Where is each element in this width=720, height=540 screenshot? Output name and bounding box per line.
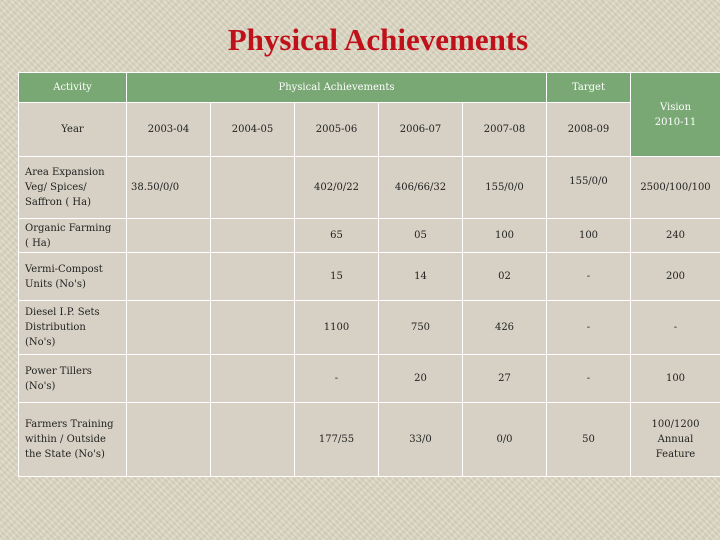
value-2005-06: 15 (295, 253, 379, 301)
value-2007-08: 155/0/0 (463, 157, 547, 219)
value-2004-05 (211, 253, 295, 301)
achievements-table (18, 72, 720, 477)
table-row (19, 219, 720, 253)
value-2005-06: 402/0/22 (295, 157, 379, 219)
value-2007-08: 426 (463, 301, 547, 355)
vision-header-line: Vision (659, 101, 692, 113)
vision-line: Feature (655, 449, 696, 460)
value-2008-09: 100 (547, 219, 631, 253)
vision-header-line: 2010-11 (654, 116, 697, 128)
activity-cell (19, 301, 127, 355)
activity-header: Activity (19, 73, 127, 103)
activity-line: (No's) (25, 337, 56, 348)
value-2006-07: 750 (379, 301, 463, 355)
vision-line: 100/1200 (651, 419, 700, 430)
value-2008-09: - (547, 301, 631, 355)
activity-line: the State (No's) (25, 449, 105, 460)
value-vision (631, 355, 720, 403)
activity-cell (19, 355, 127, 403)
vision-line: - (673, 322, 678, 333)
vision-line: Annual (657, 434, 694, 445)
value-2004-05 (211, 403, 295, 477)
year-2007-08: 2007-08 (463, 103, 547, 157)
activity-line: within / Outside (25, 434, 106, 445)
activity-line: (No's) (25, 380, 56, 392)
value-2005-06: 177/55 (295, 403, 379, 477)
activity-line: Saffron ( Ha) (25, 197, 92, 208)
value-2008-09: 50 (547, 403, 631, 477)
value-text: 155/0/0 (569, 176, 608, 187)
year-2006-07: 2006-07 (379, 103, 463, 157)
header-row-years (19, 103, 720, 157)
table-row (19, 403, 720, 477)
value-2004-05 (211, 219, 295, 253)
value-2003-04 (127, 403, 211, 477)
value-2006-07: 20 (379, 355, 463, 403)
value-2003-04 (127, 253, 211, 301)
value-2007-08: 100 (463, 219, 547, 253)
value-2007-08: 02 (463, 253, 547, 301)
value-2005-06: 65 (295, 219, 379, 253)
value-2004-05 (211, 157, 295, 219)
vision-line: 200 (665, 271, 686, 282)
table-row (19, 157, 720, 219)
activity-cell (19, 157, 127, 219)
year-2003-04: 2003-04 (127, 103, 211, 157)
vision-line: 240 (665, 230, 686, 241)
target-header: Target (547, 73, 631, 103)
value-2003-04 (127, 301, 211, 355)
activity-line: Diesel I.P. Sets (25, 307, 100, 318)
value-2008-09 (547, 157, 631, 219)
slide-title: Physical Achievements (227, 22, 529, 57)
value-vision (631, 301, 720, 355)
activity-line: Vermi-Compost (25, 263, 103, 275)
value-2006-07: 14 (379, 253, 463, 301)
value-2008-09: - (547, 253, 631, 301)
activity-line: Veg/ Spices/ (25, 182, 87, 193)
table-row (19, 253, 720, 301)
activity-cell (19, 253, 127, 301)
value-2007-08: 0/0 (463, 403, 547, 477)
vision-header (631, 73, 720, 157)
table-row (19, 355, 720, 403)
activity-line: Organic Farming (25, 222, 112, 234)
value-2005-06: - (295, 355, 379, 403)
value-2008-09: - (547, 355, 631, 403)
value-2006-07: 05 (379, 219, 463, 253)
year-2005-06: 2005-06 (295, 103, 379, 157)
value-2007-08: 27 (463, 355, 547, 403)
value-vision (631, 403, 720, 477)
activity-line: Farmers Training (25, 419, 114, 430)
value-2005-06: 1100 (295, 301, 379, 355)
value-2006-07: 33/0 (379, 403, 463, 477)
activity-cell (19, 403, 127, 477)
value-2006-07: 406/66/32 (379, 157, 463, 219)
activity-line: ( Ha) (25, 237, 51, 249)
header-row-top (19, 73, 720, 103)
vision-line: 2500/100/100 (640, 182, 711, 193)
value-2003-04: 38.50/0/0 (127, 157, 211, 219)
value-2004-05 (211, 355, 295, 403)
year-2008-09: 2008-09 (547, 103, 631, 157)
physical-achievements-header: Physical Achievements (127, 73, 547, 103)
value-2003-04 (127, 355, 211, 403)
value-vision (631, 157, 720, 219)
value-vision (631, 253, 720, 301)
value-2004-05 (211, 301, 295, 355)
vision-line: 100 (665, 373, 686, 384)
table-row (19, 301, 720, 355)
activity-line: Distribution (25, 322, 86, 333)
year-2004-05: 2004-05 (211, 103, 295, 157)
value-2003-04 (127, 219, 211, 253)
activity-line: Area Expansion (25, 167, 105, 178)
activity-line: Units (No's) (25, 278, 86, 290)
value-vision (631, 219, 720, 253)
activity-cell (19, 219, 127, 253)
activity-line: Power Tillers (25, 365, 92, 377)
year-label: Year (19, 103, 127, 157)
